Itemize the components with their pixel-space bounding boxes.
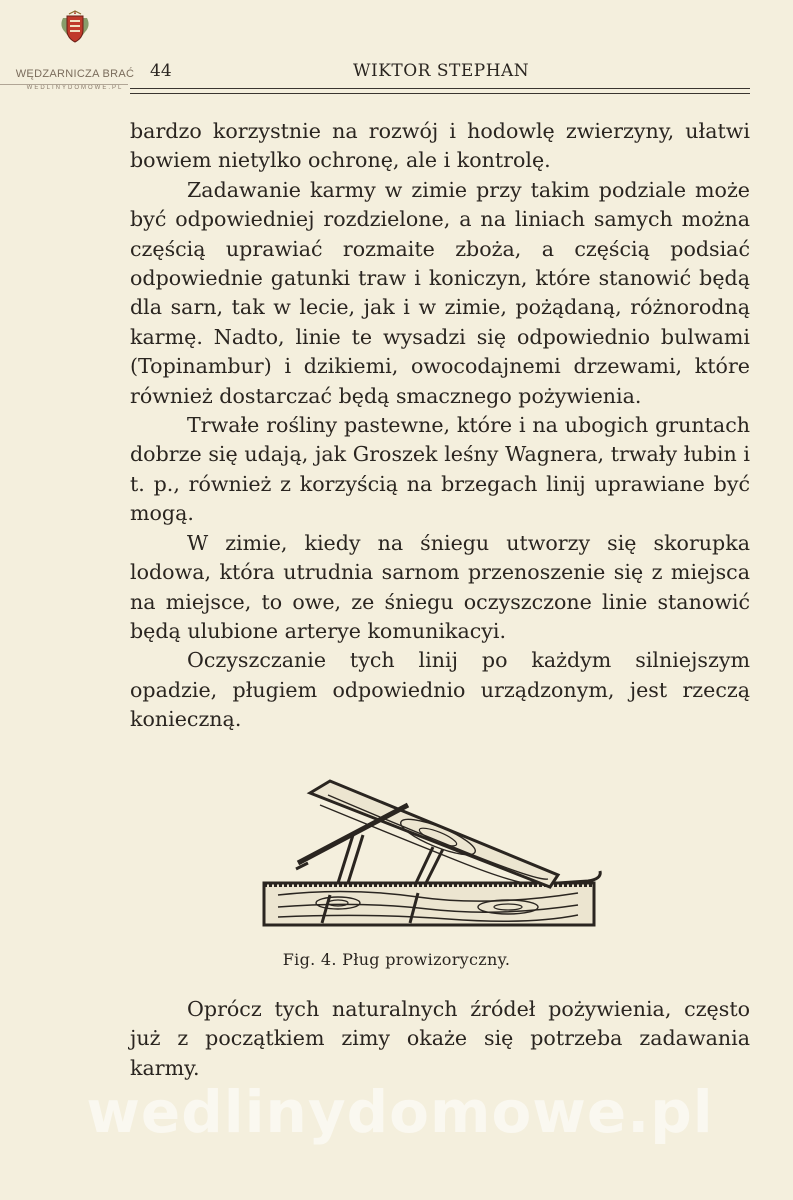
paragraph: W zimie, kiedy na śniegu utworzy się skorupka lodowa, która utrudnia sarnom przenoszenie się z miejsca na miejsce, to owe, ze śniegu oczyszczone linie stanowić będą ulubione arterye komunikacyi. <box>130 530 750 643</box>
body-text <box>130 117 750 735</box>
watermark: wedlinydomowe.pl <box>86 1078 714 1146</box>
body-text-continued <box>130 995 750 1083</box>
running-title: WIKTOR STEPHAN <box>353 61 530 81</box>
header-rule <box>130 88 750 94</box>
site-logo <box>0 8 150 91</box>
paragraph: Trwałe rośliny pastewne, które i na ubogich gruntach dobrze się udają, jak Groszek leśny Wagnera, trwały łubin i t. p., również z korzyścią na brzegach linij uprawiane być mogą. <box>130 413 750 526</box>
plough-illustration <box>258 775 618 935</box>
paragraph: Oprócz tych naturalnych źródeł pożywienia, często już z początkiem zimy okaże się potrzeba zadawania karmy. <box>130 997 750 1080</box>
paragraph: Zadawanie karmy w zimie przy takim podziale może być odpowiedniej rozdzielone, a na liniach samych można częścią uprawiać rozmaite zboża, a częścią podsiać odpowiednie gatunki traw i koniczyn, które stanowić będą dla sarn, tak w lecie, jak i w zimie, pożądaną, różnorodną karmę. Nadto, linie te wysadzi się odpowiednio bulwami (Topinambur) i dzikiemi, owocodajnemi drzewami, które również dostarczać będą smacznego pożywienia. <box>130 177 750 408</box>
paragraph: Oczyszczanie tych linij po każdym silniejszym opadzie, pługiem odpowiednio urządzonym, jest rzeczą konieczną. <box>130 648 750 732</box>
paragraph: bardzo korzystnie na rozwój i hodowlę zwierzyny, ułatwi bowiem nietylko ochronę, ale i kontrolę. <box>130 119 750 173</box>
page-number: 44 <box>150 61 172 81</box>
brand-name: WĘDZARNICZA BRAĆ <box>15 68 135 80</box>
logo-divider <box>0 84 128 85</box>
figure-caption: Fig. 4. Pług prowizoryczny. <box>282 950 511 969</box>
coat-of-arms-icon <box>55 8 95 46</box>
brand-url: WEDLINYDOMOWE.PL <box>26 85 124 91</box>
